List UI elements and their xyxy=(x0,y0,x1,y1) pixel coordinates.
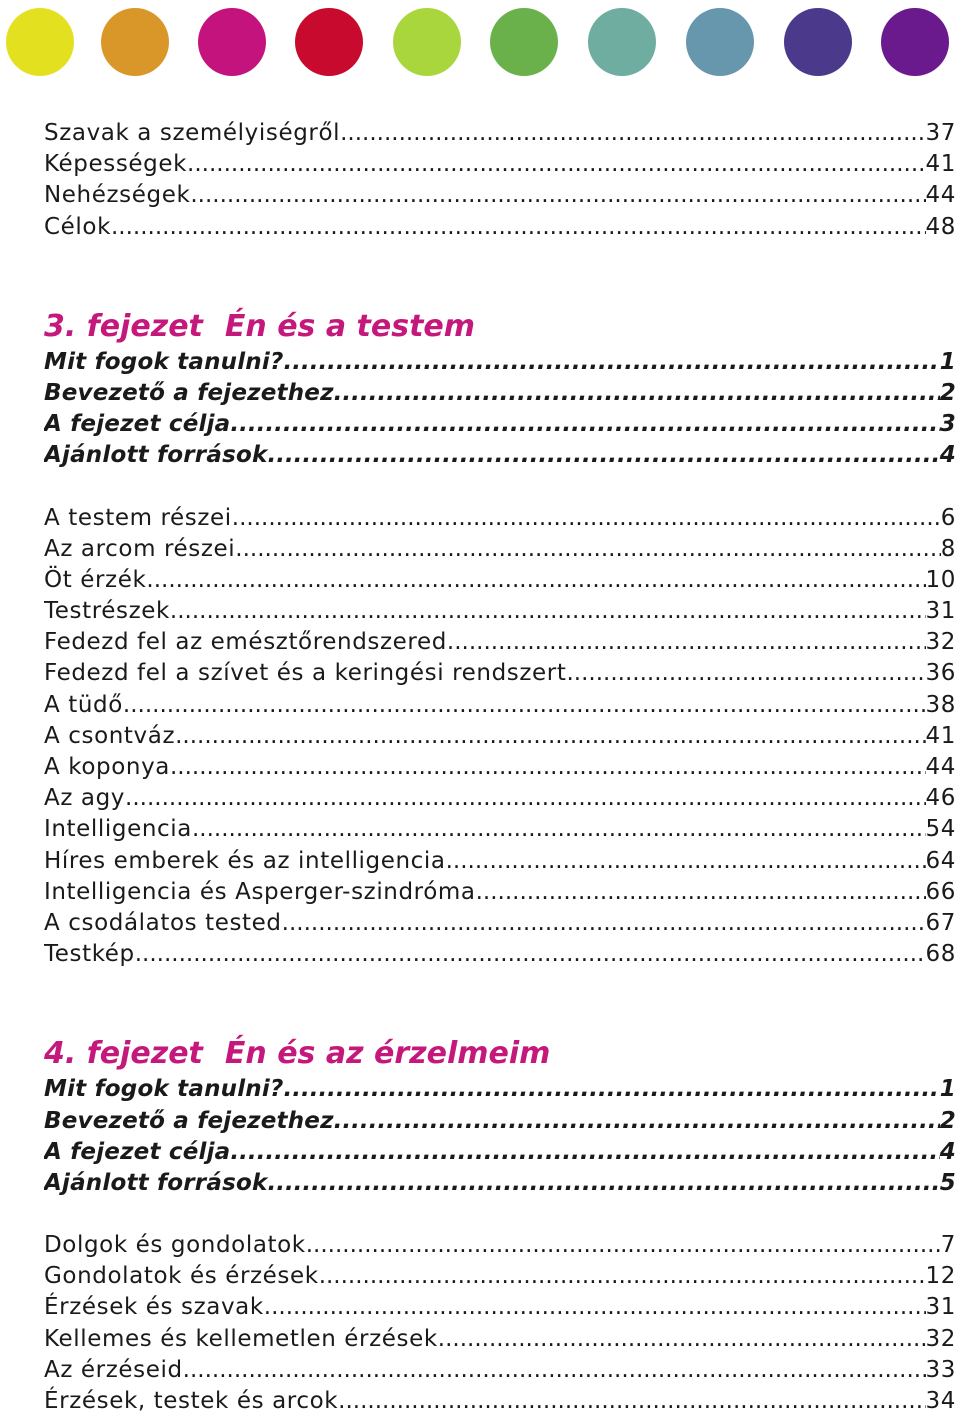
dot-leader xyxy=(334,1106,940,1137)
dot-leader xyxy=(566,658,925,689)
chapter-4-section xyxy=(44,1034,956,1417)
toc-entry-page: 66 xyxy=(925,878,956,905)
dot-leader xyxy=(340,118,925,149)
toc-entry[interactable] xyxy=(44,503,956,534)
toc-entry-page: 7 xyxy=(940,1232,956,1259)
dot-leader xyxy=(230,409,939,440)
toc-entry-page: 34 xyxy=(925,1388,956,1414)
toc-entry-page: 3 xyxy=(939,411,956,438)
toc-entry[interactable] xyxy=(44,409,956,440)
toc-entry-page: 68 xyxy=(925,941,956,968)
toc-entry[interactable] xyxy=(44,212,956,243)
dot-leader xyxy=(135,939,926,970)
table-of-contents xyxy=(44,118,956,1417)
toc-entry-page: 48 xyxy=(925,213,956,240)
dot-leader xyxy=(282,908,926,939)
toc-entry[interactable] xyxy=(44,180,956,211)
toc-entry-page: 64 xyxy=(925,847,956,874)
chapter-number: 3. fejezet xyxy=(44,308,203,344)
toc-entry[interactable] xyxy=(44,690,956,721)
toc-entry[interactable] xyxy=(44,378,956,409)
toc-entry-page: 4 xyxy=(939,1138,956,1165)
toc-entry[interactable] xyxy=(44,939,956,970)
dot-leader xyxy=(306,1230,941,1261)
toc-entry[interactable] xyxy=(44,149,956,180)
color-dot xyxy=(686,8,754,76)
dot-leader xyxy=(111,212,926,243)
toc-entry-title: Érzések, testek és arcok xyxy=(44,1388,339,1414)
toc-entry-title: Híres emberek és az intelligencia xyxy=(44,847,446,874)
dot-leader xyxy=(267,1168,939,1199)
toc-entry-page: 5 xyxy=(939,1169,956,1196)
dot-leader xyxy=(235,534,940,565)
toc-entry-title: Az agy xyxy=(44,785,126,812)
dot-leader xyxy=(438,1324,926,1355)
toc-entry[interactable] xyxy=(44,1355,956,1386)
dot-leader xyxy=(334,378,940,409)
dot-leader xyxy=(319,1261,926,1292)
toc-entry-title: A fejezet célja xyxy=(44,411,231,438)
toc-entry-title: Testkép xyxy=(44,941,135,968)
toc-entry[interactable] xyxy=(44,1137,956,1168)
toc-entry[interactable] xyxy=(44,1292,956,1323)
toc-entry-title: Fedezd fel a szívet és a keringési rendszert xyxy=(44,660,567,687)
toc-entry-title: Ajánlott források xyxy=(44,1169,268,1196)
toc-entry-page: 1 xyxy=(939,348,956,375)
toc-entry[interactable] xyxy=(44,721,956,752)
toc-entry-title: Képességek xyxy=(44,151,188,178)
toc-entry[interactable] xyxy=(44,534,956,565)
dot-leader xyxy=(284,1074,940,1105)
dot-leader xyxy=(187,149,926,180)
toc-entry-page: 12 xyxy=(925,1263,956,1290)
toc-entry[interactable] xyxy=(44,846,956,877)
dot-leader xyxy=(125,783,926,814)
color-dot xyxy=(198,8,266,76)
color-dot xyxy=(295,8,363,76)
dot-leader xyxy=(476,877,926,908)
toc-entry-title: Intelligencia xyxy=(44,816,192,843)
toc-entry-title: Dolgok és gondolatok xyxy=(44,1232,306,1259)
toc-entry-page: 8 xyxy=(940,535,956,562)
toc-entry-page: 32 xyxy=(925,629,956,656)
toc-entry-title: Szavak a személyiségről xyxy=(44,120,341,146)
toc-entry-page: 32 xyxy=(925,1325,956,1352)
toc-entry-title: Bevezető a fejezethez xyxy=(44,379,334,406)
toc-entry-page: 54 xyxy=(925,816,956,843)
toc-entry-page: 46 xyxy=(925,785,956,812)
toc-entry-title: Bevezető a fejezethez xyxy=(44,1107,334,1134)
toc-entry-title: Célok xyxy=(44,213,111,240)
toc-entry-title: A testem részei xyxy=(44,504,232,531)
toc-entry-page: 4 xyxy=(939,442,956,469)
toc-entry-page: 41 xyxy=(925,151,956,178)
toc-entry-title: Nehézségek xyxy=(44,182,191,209)
toc-entry-title: A csodálatos tested xyxy=(44,909,282,936)
toc-entry[interactable] xyxy=(44,752,956,783)
toc-entry[interactable] xyxy=(44,1324,956,1355)
toc-entry[interactable] xyxy=(44,347,956,378)
toc-entry-title: Testrészek xyxy=(44,598,170,625)
toc-entry[interactable] xyxy=(44,877,956,908)
intro-section xyxy=(44,118,956,243)
toc-entry[interactable] xyxy=(44,1230,956,1261)
toc-entry-title: Öt érzék xyxy=(44,566,147,593)
toc-entry-title: Fedezd fel az emésztőrendszered xyxy=(44,629,447,656)
toc-entry-page: 36 xyxy=(925,660,956,687)
dot-leader xyxy=(446,846,926,877)
toc-entry-title: A fejezet célja xyxy=(44,1138,231,1165)
dot-leader xyxy=(232,503,941,534)
toc-entry[interactable] xyxy=(44,783,956,814)
dot-leader xyxy=(146,565,925,596)
toc-entry[interactable] xyxy=(44,596,956,627)
toc-entry[interactable] xyxy=(44,565,956,596)
dot-leader xyxy=(264,1292,926,1323)
color-dot xyxy=(6,8,74,76)
dot-leader xyxy=(338,1386,925,1417)
color-dot xyxy=(393,8,461,76)
color-dots-header xyxy=(0,0,960,90)
dot-leader xyxy=(190,180,925,211)
color-dot xyxy=(490,8,558,76)
toc-entry-page: 67 xyxy=(925,909,956,936)
toc-entry-page: 38 xyxy=(925,691,956,718)
dot-leader xyxy=(447,627,926,658)
toc-entry-title: A koponya xyxy=(44,754,170,780)
dot-leader xyxy=(170,752,926,783)
chapter-title: Én és a testem xyxy=(224,308,476,344)
toc-entry-title: A tüdő xyxy=(44,691,123,718)
toc-entry-page: 2 xyxy=(939,1107,956,1134)
toc-entry-title: Intelligencia és Asperger-szindróma xyxy=(44,878,476,905)
toc-entry-page: 2 xyxy=(939,379,956,406)
color-dot xyxy=(588,8,656,76)
toc-entry[interactable] xyxy=(44,118,956,149)
toc-entry-title: Ajánlott források xyxy=(44,442,268,469)
dot-leader xyxy=(267,440,939,471)
toc-entry[interactable] xyxy=(44,1386,956,1417)
toc-entry-page: 10 xyxy=(925,566,956,593)
chapter-3-section xyxy=(44,307,956,971)
toc-entry-page: 1 xyxy=(939,1076,956,1103)
toc-entry-title: Az arcom részei xyxy=(44,535,236,562)
toc-entry-title: Gondolatok és érzések xyxy=(44,1263,319,1290)
dot-leader xyxy=(175,721,925,752)
toc-entry-page: 6 xyxy=(940,504,956,531)
dot-leader xyxy=(183,1355,926,1386)
chapter-title: Én és az érzelmeim xyxy=(224,1036,551,1072)
toc-entry-title: Érzések és szavak xyxy=(44,1294,264,1321)
toc-entry[interactable] xyxy=(44,658,956,689)
toc-entry[interactable] xyxy=(44,1106,956,1137)
toc-entry[interactable] xyxy=(44,1261,956,1292)
toc-entry[interactable] xyxy=(44,814,956,845)
toc-entry-title: Mit fogok tanulni? xyxy=(44,348,284,375)
toc-entry-title: Az érzéseid xyxy=(44,1356,183,1383)
toc-entry-page: 31 xyxy=(925,1294,956,1321)
toc-entry[interactable] xyxy=(44,627,956,658)
chapter-number: 4. fejezet xyxy=(44,1036,203,1072)
dot-leader xyxy=(123,690,926,721)
toc-entry[interactable] xyxy=(44,908,956,939)
color-dot xyxy=(101,8,169,76)
dot-leader xyxy=(170,596,926,627)
toc-entry-page: 37 xyxy=(925,120,956,146)
toc-entry[interactable] xyxy=(44,440,956,471)
color-dot xyxy=(784,8,852,76)
toc-entry-page: 44 xyxy=(925,182,956,209)
toc-entry-page: 33 xyxy=(925,1356,956,1383)
toc-entry-page: 44 xyxy=(925,754,956,780)
toc-entry-title: Mit fogok tanulni? xyxy=(44,1076,284,1103)
chapter-heading[interactable] xyxy=(44,1034,956,1074)
dot-leader xyxy=(284,347,940,378)
dot-leader xyxy=(192,814,926,845)
toc-entry-page: 41 xyxy=(925,722,956,749)
toc-entry[interactable] xyxy=(44,1074,956,1105)
color-dot xyxy=(881,8,949,76)
dot-leader xyxy=(230,1137,939,1168)
toc-entry-title: A csontváz xyxy=(44,722,176,749)
toc-entry[interactable] xyxy=(44,1168,956,1199)
chapter-heading[interactable] xyxy=(44,307,956,347)
toc-entry-title: Kellemes és kellemetlen érzések xyxy=(44,1325,438,1352)
toc-entry-page: 31 xyxy=(925,598,956,625)
